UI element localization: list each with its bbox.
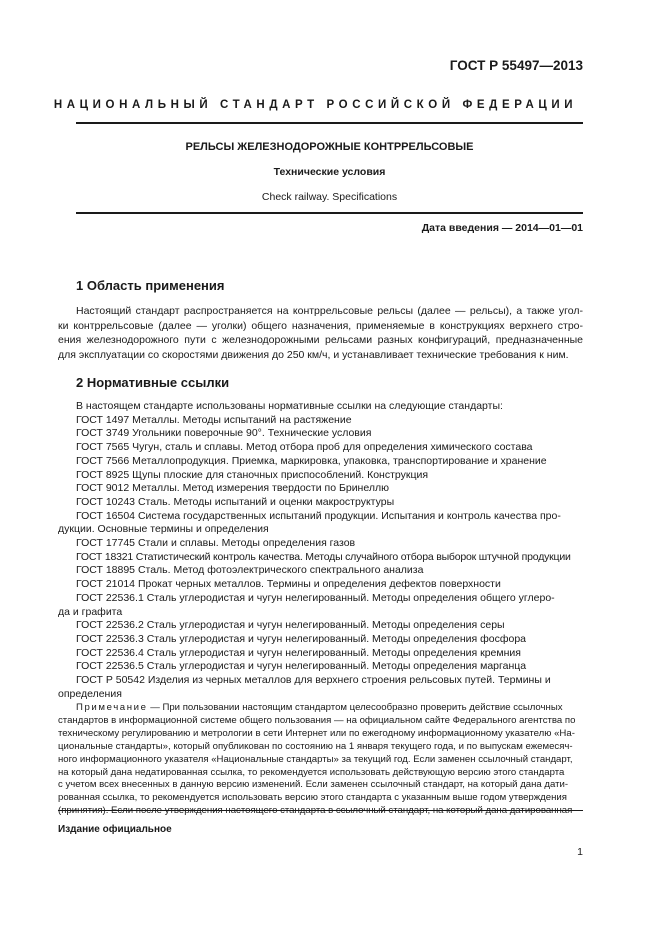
note-line: на который дана недатированная ссылка, то рекомендуется использовать действующую версию этого стандарта — [58, 766, 565, 778]
document-subtitle: Технические условия — [273, 166, 386, 178]
section-2-heading: 2 Нормативные ссылки — [76, 375, 230, 390]
reference-item: ГОСТ 7566 Металлопродукция. Приемка, маркировка, упаковка, транспортирование и хранение — [76, 454, 547, 467]
reference-item: ГОСТ 22536.5 Сталь углеродистая и чугун нелегированный. Методы определения марганца — [76, 660, 527, 673]
reference-item: ГОСТ 21014 Прокат черных металлов. Термины и определения дефектов поверхности — [76, 578, 501, 591]
text-line: Настоящий стандарт распространяется на контррельсовые рельсы (далее — рельсы), а также угол- — [76, 305, 583, 317]
note-line: рованная ссылка, то рекомендуется использовать версию этого стандарта с указанным выше годом утверждения — [58, 792, 567, 804]
reference-item: ГОСТ 8925 Щупы плоские для станочных приспособлений. Конструкция — [76, 468, 429, 481]
reference-item: ГОСТ 22536.4 Сталь углеродистая и чугун нелегированный. Методы определения кремния — [76, 646, 521, 659]
footer-rule — [58, 810, 583, 811]
note-block — [58, 702, 583, 818]
document-title: РЕЛЬСЫ ЖЕЛЕЗНОДОРОЖНЫЕ КОНТРРЕЛЬСОВЫЕ — [185, 141, 474, 153]
reference-item: ГОСТ 16504 Система государственных испытаний продукции. Испытания и контроль качества про- — [76, 509, 561, 522]
text-line: В настоящем стандарте использованы нормативные ссылки на следующие стандарты: — [76, 400, 503, 412]
introduction-date: Дата введения — 2014—01—01 — [421, 222, 583, 234]
reference-item: ГОСТ 10243 Сталь. Методы испытаний и оценки макроструктуры — [76, 495, 395, 508]
reference-item-continuation: определения — [58, 687, 122, 700]
note-text: — При пользовании настоящим стандартом целесообразно проверить действие ссылочных — [147, 702, 563, 713]
reference-item: ГОСТ 9012 Металлы. Метод измерения твердости по Бринеллю — [76, 482, 389, 495]
note-line: стандартов в информационной системе общего пользования — на официальном сайте Федерального агентства по — [58, 714, 576, 726]
normative-references-list — [58, 400, 583, 701]
reference-item: ГОСТ Р 50542 Изделия из черных металлов для верхнего строения рельсовых путей. Термины и — [76, 674, 551, 687]
title-rule — [76, 212, 583, 214]
reference-item: ГОСТ 1497 Металлы. Методы испытаний на растяжение — [76, 413, 352, 426]
note-first-line — [58, 702, 583, 715]
note-line: (принятия). Если после утверждения настоящего стандарта в ссылочный стандарт, на который дана датированная — [58, 805, 573, 817]
reference-item: ГОСТ 3749 Угольники поверочные 90°. Технические условия — [76, 427, 372, 440]
english-title: Check railway. Specifications — [261, 191, 398, 203]
page-number: 1 — [577, 846, 583, 858]
reference-item: ГОСТ 22536.3 Сталь углеродистая и чугун нелегированный. Методы определения фосфора — [76, 632, 526, 645]
reference-item: ГОСТ 22536.1 Сталь углеродистая и чугун нелегированный. Методы определения общего углеро- — [76, 591, 555, 604]
text-line: для эксплуатации со скоростями движения до 250 км/ч, и устанавливает технические требования к ним. — [58, 348, 569, 361]
section-1-heading: 1 Область применения — [76, 278, 225, 293]
top-rule — [76, 122, 583, 124]
reference-item: ГОСТ 18321 Статистический контроль качества. Методы случайного отбора выборок штучной продукции — [76, 550, 571, 563]
reference-item: ГОСТ 22536.2 Сталь углеродистая и чугун нелегированный. Методы определения серы — [76, 619, 505, 632]
note-line: техническому регулированию и метрологии в сети Интернет или по ежегодному информационному указателю «На- — [58, 727, 575, 739]
note-line: циональные стандарты», который опубликован по состоянию на 1 января текущего года, и по выпускам ежемесяч- — [58, 740, 573, 752]
reference-item-continuation: да и графита — [58, 605, 123, 618]
reference-item: ГОСТ 7565 Чугун, сталь и сплавы. Метод отбора проб для определения химического состава — [76, 441, 533, 454]
note-line: с учетом всех внесенных в данную версию изменений. Если заменен ссылочный стандарт, на который дана дати- — [58, 779, 569, 791]
national-standard-banner: НАЦИОНАЛЬНЫЙ СТАНДАРТ РОССИЙСКОЙ ФЕДЕРАЦИИ — [53, 99, 578, 111]
text-line: ения железнодорожного пути с железнодорожными рельсами разных конфигураций, предназначенные — [58, 334, 583, 346]
section-1-body — [58, 304, 583, 362]
official-edition-label: Издание официальное — [58, 824, 172, 835]
reference-item: ГОСТ 18895 Сталь. Метод фотоэлектрического спектрального анализа — [76, 564, 424, 577]
note-label: Примечание — [76, 702, 148, 713]
text-line: ки контррельсовые (далее — уголки) общего назначения, применяемые в конструкциях верхнего стро- — [58, 319, 583, 332]
reference-item-continuation: дукции. Основные термины и определения — [58, 523, 269, 536]
standard-code: ГОСТ Р 55497—2013 — [449, 58, 583, 73]
note-line: ного информационного указателя «Национальные стандарты» за текущий год. Если заменен ссылочный стандарт, — [58, 753, 573, 765]
reference-item: ГОСТ 17745 Стали и сплавы. Методы определения газов — [76, 537, 356, 550]
